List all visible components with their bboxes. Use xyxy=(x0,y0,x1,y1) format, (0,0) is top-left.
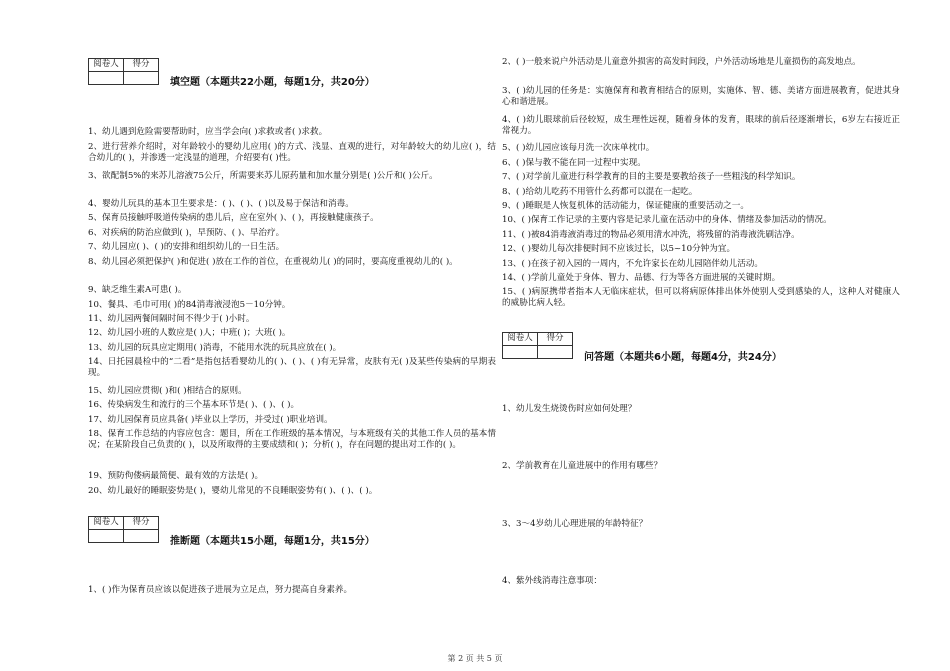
judge-item-12: 12、( )婴幼儿每次排便时间不应该过长，以5~10分钟为宜。 xyxy=(502,244,736,254)
fill-item-6: 6、对疾病的防治应做到( )，早预防、( )、早治疗。 xyxy=(88,228,285,238)
score-blank[interactable] xyxy=(124,530,159,543)
fill-item-10: 10、餐具、毛巾可用( )的84消毒液浸泡5－10分钟。 xyxy=(88,300,291,310)
fill-item-7: 7、幼儿园应( )、( )的安排和组织幼儿的一日生活。 xyxy=(88,242,285,252)
qa-section-title: 问答题（本题共6小题，每题4分，共24分） xyxy=(584,352,782,363)
reviewer-blank[interactable] xyxy=(89,72,124,85)
fill-item-9: 9、缺乏维生素A可患( )。 xyxy=(88,285,187,295)
qa-item-3: 3、3～4岁幼儿心理进展的年龄特征？ xyxy=(502,519,648,529)
qa-item-2: 2、学前教育在儿童进展中的作用有哪些？ xyxy=(502,461,663,471)
fill-item-3: 3、欲配制5%的来苏儿溶液75公斤，所需要来苏儿原药量和加水量分别是( )公斤和( )公斤。 xyxy=(88,171,438,181)
reviewer-blank[interactable] xyxy=(503,346,538,359)
fill-item-11: 11、幼儿园两餐间隔时间不得少于( )小时。 xyxy=(88,314,255,324)
fill-item-5: 5、保育员接触呼吸道传染病的患儿后，应在室外( )、( )，再接触健康孩子。 xyxy=(88,213,379,223)
reviewer-cell: 阅卷人 xyxy=(89,59,124,72)
score-blank[interactable] xyxy=(538,346,573,359)
judge-item-11: 11、( )被84消毒液消毒过的物品必须用清水冲洗，将残留的消毒液洗刷洁净。 xyxy=(502,230,800,240)
judge-item-10: 10、( )保育工作记录的主要内容是记录儿童在活动中的身体、情绪及参加活动的情况。 xyxy=(502,215,832,225)
fill-item-20: 20、幼儿最好的睡眠姿势是( )，婴幼儿常见的不良睡眠姿势有( )、( )、( )。 xyxy=(88,486,378,496)
fill-item-12: 12、幼儿园小班的人数应是( )人；中班( )；大班( )。 xyxy=(88,328,291,338)
score-box-fill xyxy=(88,58,159,85)
fill-section-title: 填空题（本题共22小题，每题1分，共20分） xyxy=(170,77,375,88)
fill-item-14: 14、日托园晨检中的“二看”是指包括看婴幼儿的( )、( )、( )有无异常，皮肤有无( )及某些传染病的早期表现。 xyxy=(88,357,496,379)
judge-item-7: 7、( )对学前儿童进行科学教育的目的主要是要教给孩子一些粗浅的科学知识。 xyxy=(502,172,801,182)
judge-item-15: 15、( )病原携带者指本人无临床症状，但可以将病原体排出体外使别人受到感染的人，这种人对健康人的威胁比病人轻。 xyxy=(502,287,900,309)
reviewer-cell: 阅卷人 xyxy=(503,333,538,346)
judge-item-2: 2、( )一般来说户外活动是儿童意外损害的高发时间段，户外活动场地是儿童损伤的高发地点。 xyxy=(502,57,861,67)
judge-section-title: 推断题（本题共15小题，每题1分，共15分） xyxy=(170,536,375,547)
judge-item-6: 6、( )保与教不能在同一过程中实现。 xyxy=(502,158,646,168)
fill-item-8: 8、幼儿园必须把保护( )和促进( )放在工作的首位，在重视幼儿( )的同时，要高度重视幼儿的( )。 xyxy=(88,257,458,267)
score-blank[interactable] xyxy=(124,72,159,85)
judge-item-9: 9、( )睡眠是人恢复机体的活动能力，保证健康的重要活动之一。 xyxy=(502,201,749,211)
fill-item-4: 4、婴幼儿玩具的基本卫生要求是：( )、( )、( )以及易于保洁和消毒。 xyxy=(88,199,354,209)
qa-item-1: 1、幼儿发生烧烫伤时应如何处理？ xyxy=(502,404,637,414)
judge-item-3: 3、( )幼儿园的任务是：实施保育和教育相结合的原则，实施体、智、德、美诸方面进展教育，促进其身心和谐进展。 xyxy=(502,86,900,108)
reviewer-cell: 阅卷人 xyxy=(89,517,124,530)
judge-item-8: 8、( )给幼儿吃药不用管什么药都可以混在一起吃。 xyxy=(502,187,698,197)
judge-item-5: 5、( )幼儿园应该每月洗一次床单枕巾。 xyxy=(502,143,655,153)
judge-item-4: 4、( )幼儿眼球前后径较短，成生理性远视，随着身体的发育，眼球的前后径逐渐增长，6岁左右接近正常视力。 xyxy=(502,115,900,137)
judge-item-14: 14、( )学前儿童处于身体、智力、品德、行为等各方面进展的关键时期。 xyxy=(502,273,781,283)
fill-item-2: 2、进行营养介绍时，对年龄较小的婴幼儿应用( )的方式、浅显、直观的进行，对年龄较大的幼儿应( )，结合幼儿的( )，并渗透一定浅显的道理，介绍要有( )性。 xyxy=(88,142,496,164)
score-box-judge xyxy=(88,516,159,543)
score-cell: 得分 xyxy=(124,59,159,72)
fill-item-15: 15、幼儿园应贯彻( )和( )相结合的原则。 xyxy=(88,386,247,396)
qa-item-4: 4、紫外线消毒注意事项： xyxy=(502,576,602,586)
fill-item-13: 13、幼儿园的玩具应定期用( )消毒，不能用水洗的玩具应放在( )。 xyxy=(88,343,342,353)
fill-item-18: 18、保育工作总结的内容应包含：题目，所在工作班级的基本情况，与本班级有关的其他工作人员的基本情况；在某阶段自己负责的( )，以及所取得的主要成绩和( )；分析( )，存在问题的提出对工作的( )。 xyxy=(88,429,496,451)
fill-item-19: 19、预防佝偻病最简便、最有效的方法是( )。 xyxy=(88,471,264,481)
score-cell: 得分 xyxy=(124,517,159,530)
reviewer-blank[interactable] xyxy=(89,530,124,543)
fill-item-1: 1、幼儿遇到危险需要帮助时，应当学会向( )求救或者( )求救。 xyxy=(88,127,328,137)
fill-item-17: 17、幼儿园保育员应具备( )毕业以上学历，并受过( )职业培训。 xyxy=(88,415,333,425)
score-box-qa xyxy=(502,332,573,359)
fill-item-16: 16、传染病发生和流行的三个基本环节是( )、( )、( )。 xyxy=(88,400,300,410)
score-cell: 得分 xyxy=(538,333,573,346)
judge-item-13: 13、( )在孩子初入园的一周内，不允许家长在幼儿园陪伴幼儿活动。 xyxy=(502,259,763,269)
page-footer: 第 2 页 共 5 页 xyxy=(447,654,503,663)
judge-item-1: 1、( )作为保育员应该以促进孩子进展为立足点，努力提高自身素养。 xyxy=(88,585,353,595)
